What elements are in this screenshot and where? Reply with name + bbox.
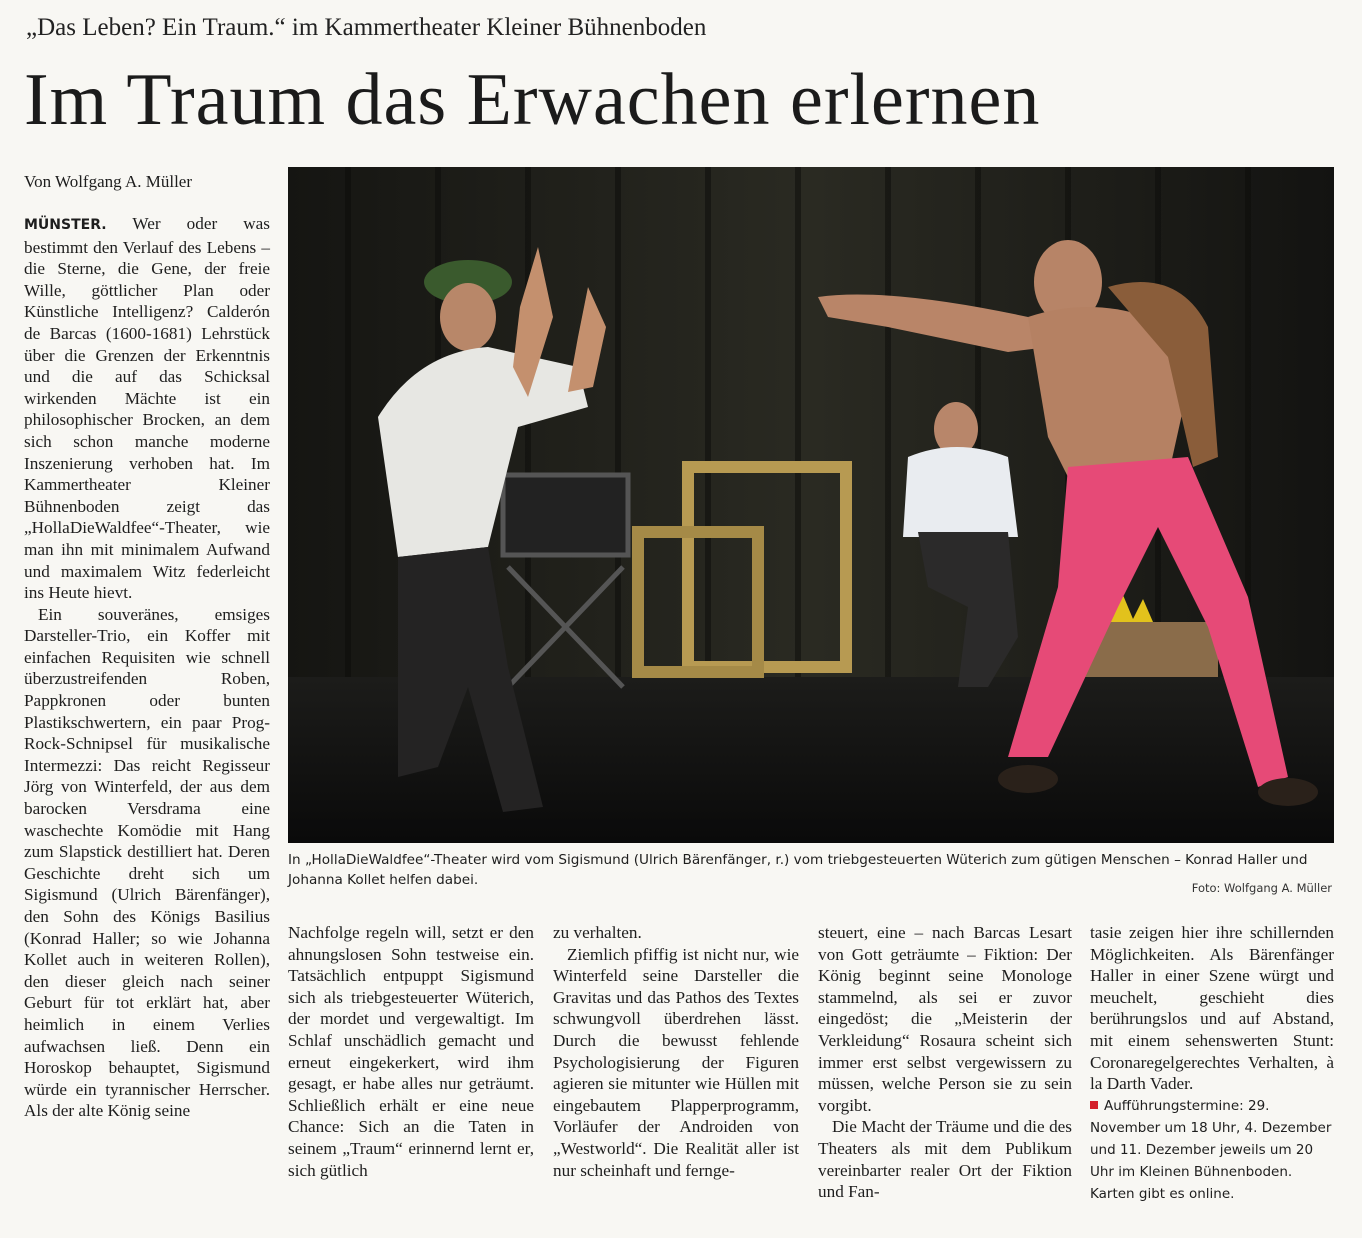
paragraph: Nachfolge regeln will, setzt er den ahnungslosen Sohn testweise ein. Tatsächlich entpuppt Sigismund sich als triebgesteuerter Wüterich, der mordet und vergewaltigt. Im Schlaf unschädlich gemacht und erneut eingekerkert, wird ihm gesagt, er habe alles nur geträumt. Schließlich erhält er eine neue Chance: Sich an die Taten in seinem „Traum“ erinnernd lernt er, sich gütlich xyxy=(288,923,534,1180)
paragraph: Ein souveränes, emsiges Darsteller-Trio, ein Koffer mit einfachen Requisiten wie schnell überzustreifenden Roben, Pappkronen oder bunten Plastikschwertern, ein paar Prog-Rock-Schnipsel für musikalische Intermezzi: Das reicht Regisseur Jörg von Winterfeld, der aus dem barocken Versdrama eine waschechte Komödie mit Hang zum Slapstick destilliert hat. Deren Geschichte dreht sich um Sigismund (Ulrich Bärenfänger), den Sohn des Königs Basilius (Konrad Haller; so wie Johanna Kollet auch in weiteren Rollen), den dieser gleich nach seiner Geburt für tot erklärt hat, aber heimlich in einem Verlies aufwachsen ließ. Denn ein Horoskop behauptet, Sigismund würde ein tyrannischer Herrscher. Als der alte König seine xyxy=(24,604,270,1121)
photo-credit: Foto: Wolfgang A. Müller xyxy=(1191,881,1332,895)
column-2 xyxy=(288,922,534,1181)
paragraph xyxy=(24,213,270,604)
column-3 xyxy=(553,922,799,1181)
column-4 xyxy=(818,922,1072,1203)
stage-photo xyxy=(288,167,1334,843)
paragraph: Ziemlich pfiffig ist nicht nur, wie Winterfeld seine Darsteller die Gravitas und das Pathos des Textes schwungvoll überdrehen lässt. Durch die bewusst fehlende Psychologisierung der Figuren agieren sie mitunter wie Hüllen mit eingebautem Plapperprogramm, Vorläufer der Androiden von „Westworld“. Die Realität aller ist nur scheinhaft und fernge- xyxy=(553,944,799,1180)
column-1 xyxy=(24,213,270,1122)
paragraph: zu verhalten. xyxy=(553,923,642,942)
headline: Im Traum das Erwachen erlernen xyxy=(24,59,1041,141)
info-box xyxy=(1090,1095,1334,1205)
kicker: „Das Leben? Ein Traum.“ im Kammertheater Kleiner Bühnenboden xyxy=(26,14,707,41)
column-5 xyxy=(1090,922,1334,1205)
paragraph: Die Macht der Träume und die des Theaters als mit dem Publikum vereinbarter realer Ort der Fiktion und Fan- xyxy=(818,1117,1072,1202)
paragraph: tasie zeigen hier ihre schillernden Möglichkeiten. Als Bärenfänger Haller in einer Szene würgt und meuchelt, geschieht dies berührungslos und auf Abstand, mit einem sehenswerten Stunt: Coronaregelgerechtes Verhalten, à la Darth Vader. xyxy=(1090,923,1334,1094)
dateline: MÜNSTER. xyxy=(24,217,107,233)
red-square-icon xyxy=(1090,1101,1098,1109)
photo-caption: In „HollaDieWaldfee“-Theater wird vom Sigismund (Ulrich Bärenfänger, r.) vom triebgesteuerten Wüterich zum gütigen Menschen – Konrad Haller und Johanna Kollet helfen dabei. xyxy=(288,852,1308,888)
photo-illustration xyxy=(288,167,1334,843)
paragraph-text: Wer oder was bestimmt den Verlauf des Lebens – die Sterne, die Gene, der freie Wille, göttlicher Plan oder Künstliche Intelligenz? Calderón de Barcas (1600-1681) Lehrstück über die Grenzen der Erkenntnis und die auf das Schicksal wirkenden Mächte ist ein philosophischer Brocken, an dem sich schon manche moderne Inszenierung verhoben hat. Im Kammertheater Kleiner Bühnenboden zeigt das „HollaDieWaldfee“-Theater, wie man ihn mit minimalem Aufwand und maximalem Witz federleicht ins Heute hievt. xyxy=(24,214,270,603)
paragraph: steuert, eine – nach Barcas Lesart von Gott geträumte – Fiktion: Der König beginnt seine Monologe stammelnd, als sei er zuvor eingedöst; die „Meisterin der Verkleidung“ Rosaura scheint sich immer erst selbst vergewissern zu müssen, welche Person sie zu sein vorgibt. xyxy=(818,923,1072,1115)
byline: Von Wolfgang A. Müller xyxy=(24,172,192,191)
info-text: Aufführungstermine: 29. November um 18 Uhr, 4. Dezember und 11. Dezember jeweils um 20 Uhr im Kleinen Bühnenboden. Karten gibt es online. xyxy=(1090,1097,1332,1202)
